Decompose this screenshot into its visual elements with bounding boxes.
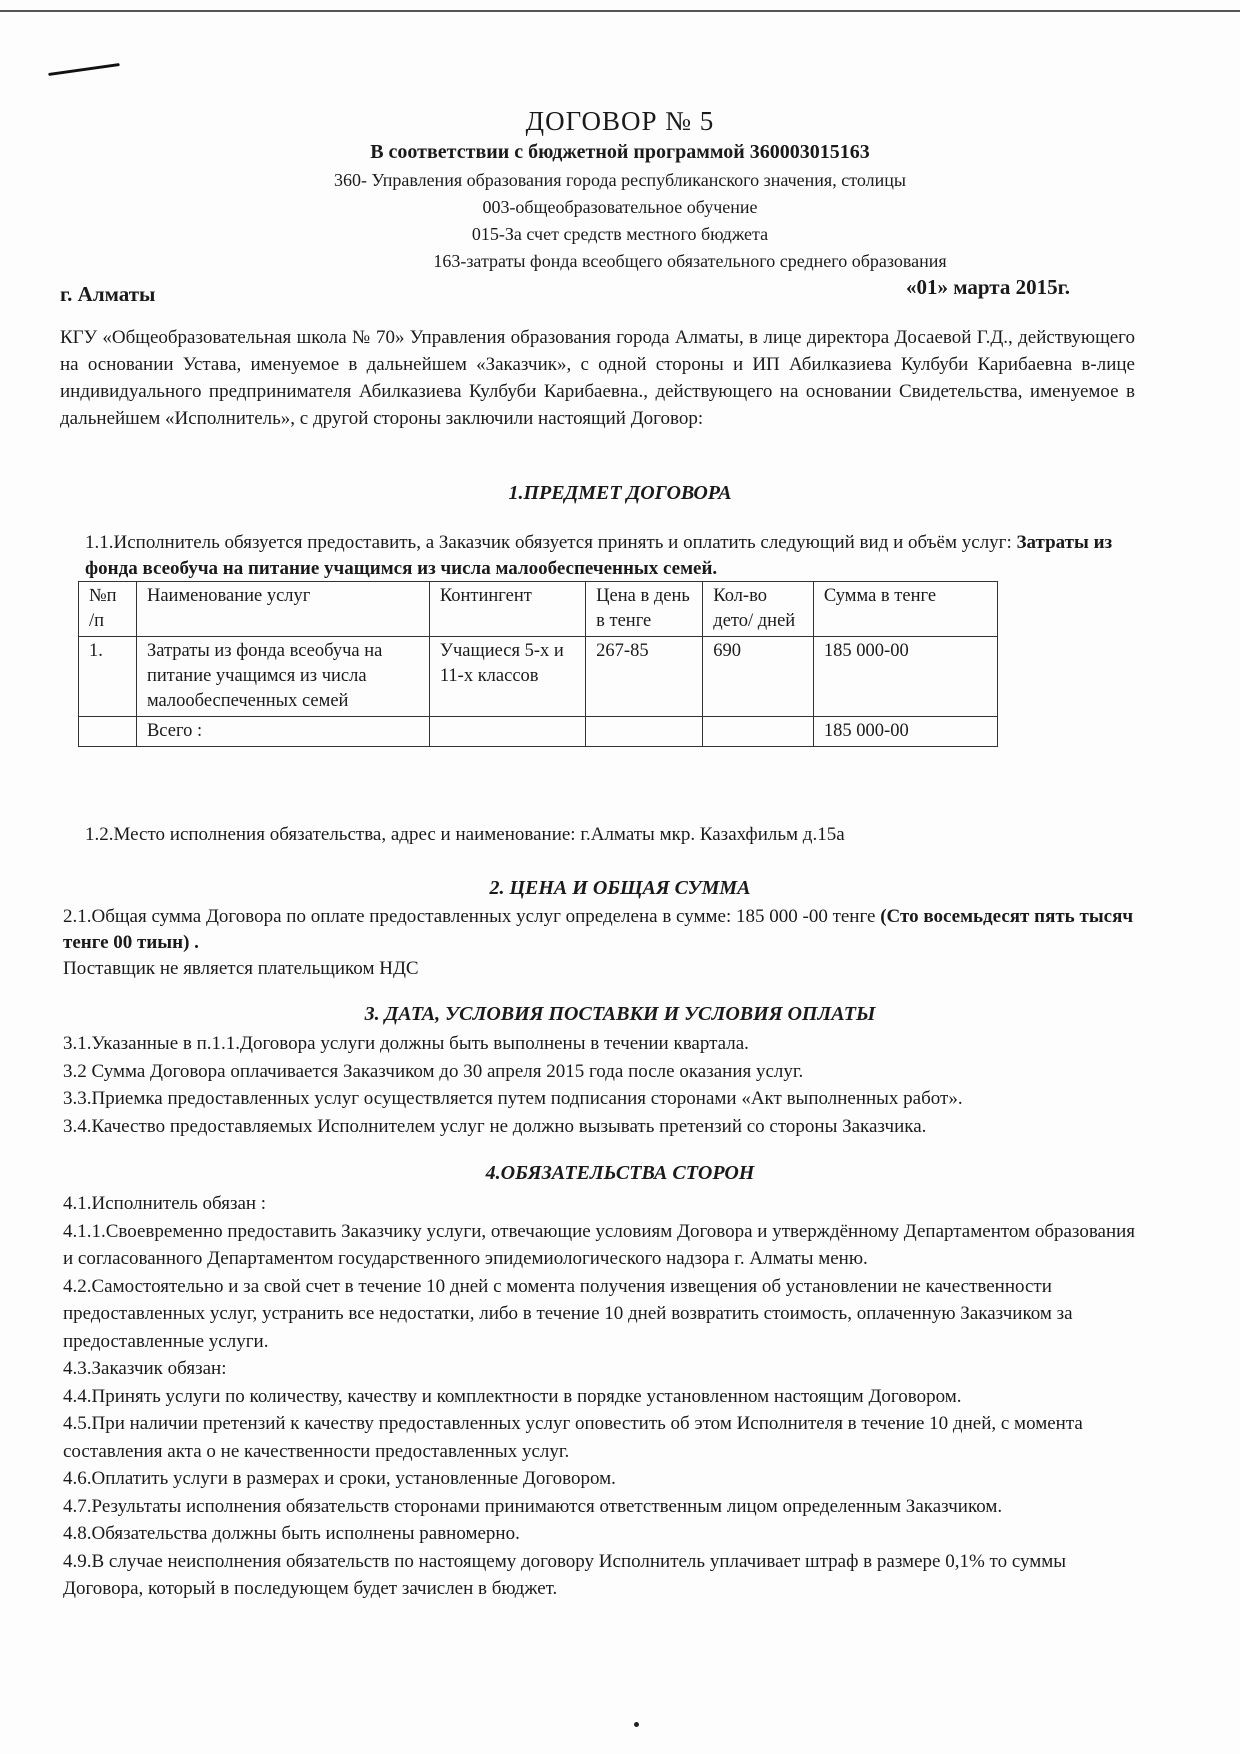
section-2-heading: 2. ЦЕНА И ОБЩАЯ СУММА (489, 877, 751, 899)
clause-2-1-text: 2.1.Общая сумма Договора по оплате предоставленных услуг определена в сумме: 185 000 -00 тенге (63, 906, 881, 927)
list-item: 3.3.Приемка предоставленных услуг осуществляется путем подписания сторонами «Акт выполненных работ». (63, 1088, 963, 1109)
table-cell: 267-85 (586, 637, 703, 717)
program-line: 015-За счет средств местного бюджета (471, 224, 769, 244)
list-item: 4.5.При наличии претензий к качеству предоставленных услуг оповестить об этом Исполнителя в течение 10 дней, с момента составления акта о не качественности предоставленных услуг. (63, 1413, 1083, 1462)
contract-subtitle: В соответствии с бюджетной программой 360003015163 (370, 141, 870, 163)
section-4-heading: 4.ОБЯЗАТЕЛЬСТВА СТОРОН (485, 1162, 755, 1184)
pen-mark (48, 63, 120, 76)
table-header-cell: №п /п (79, 582, 137, 637)
clause-1-1-bold: Затраты из фонда всеобуча на питание учащимся из числа малообеспеченных семей. (85, 532, 1113, 579)
table-cell (703, 717, 814, 747)
list-item: 3.4.Качество предоставляемых Исполнителем услуг не должно вызывать претензий со стороны Заказчика. (63, 1115, 927, 1137)
list-item: 4.2.Самостоятельно и за свой счет в течение 10 дней с момента получения извещения об установлении не качественности предоставленных услуг, устранить все недостатки, либо в течение 10 дней возвратить стоимость, оплаченную Заказчиком за предоставленные услуги. (63, 1275, 1073, 1352)
clause-1-2: 1.2.Место исполнения обязательства, адрес и наименование: г.Алматы мкр. Казахфильм д.15а (85, 824, 845, 845)
list-item: 3.2 Сумма Договора оплачивается Заказчиком до 30 апреля 2015 года после оказания услуг. (63, 1060, 804, 1082)
table-cell: 185 000-00 (813, 637, 997, 717)
intro-paragraph: КГУ «Общеобразовательная школа № 70» Управления образования города Алматы, в лице директора Досаевой Г.Д., действующего на основании Устава, именуемое в дальнейшем «Заказчик», с одной стороны и ИП Абилказиева Кулбуби Карибаевна в-лице индивидуального предпринимателя Абилказиева Кулбуби Карибаевна., действующего на основании Свидетельства, именуемое в дальнейшем «Исполнитель», с другой стороны заключили настоящий Договор: (60, 327, 1135, 429)
list-item: 4.8.Обязательства должны быть исполнены равномерно. (63, 1523, 520, 1544)
program-line: 163-затраты фонда всеобщего обязательного среднего образования (433, 251, 947, 271)
scan-edge-line (0, 10, 1240, 12)
table-header-row (79, 582, 998, 637)
section-3-heading: 3. ДАТА, УСЛОВИЯ ПОСТАВКИ И УСЛОВИЯ ОПЛАТЫ (364, 1003, 876, 1025)
nds-note: Поставщик не является плательщиком НДС (63, 958, 419, 979)
table-header-cell: Сумма в тенге (813, 582, 997, 637)
table-cell: Затраты из фонда всеобуча на питание учащимся из числа малообеспеченных семей (136, 637, 429, 717)
page-dot-mark (634, 1722, 639, 1727)
table-cell (79, 717, 137, 747)
clause-1-1 (85, 530, 1135, 582)
table-header-cell: Кол-во дето/ дней (703, 582, 814, 637)
list-item: 4.1.Исполнитель обязан : (63, 1193, 267, 1214)
table-cell: 1. (79, 637, 137, 717)
table-header-cell: Контингент (429, 582, 585, 637)
list-item: 4.3.Заказчик обязан: (63, 1358, 227, 1379)
program-line: 360- Управления образования города республиканского значения, столицы (334, 170, 906, 190)
list-item: 4.6.Оплатить услуги в размерах и сроки, установленные Договором. (63, 1468, 616, 1489)
section-1-heading: 1.ПРЕДМЕТ ДОГОВОРА (508, 482, 732, 504)
list-item: 4.1.1.Своевременно предоставить Заказчику услуги, отвечающие условиям Договора и утверждённому Департаментом образования и согласованного Департаментом государственного эпидемиологического надзора г. Алматы меню. (63, 1220, 1136, 1269)
contract-title: ДОГОВОР № 5 (525, 106, 715, 136)
table-cell (429, 717, 585, 747)
section-3-list (63, 1030, 1153, 1140)
contract-city: г. Алматы (60, 282, 156, 306)
list-item: 3.1.Указанные в п.1.1.Договора услуги должны быть выполнены в течении квартала. (63, 1033, 749, 1054)
table-header-cell: Наименование услуг (136, 582, 429, 637)
clause-2-1 (63, 904, 1138, 956)
clause-2-1-bold: (Сто восемьдесят пять тысяч тенге 00 тиын) . (63, 906, 1134, 953)
table-header-cell: Цена в день в тенге (586, 582, 703, 637)
clause-1-1-text: 1.1.Исполнитель обязуется предоставить, а Заказчик обязуется принять и оплатить следующий вид и объём услуг: (85, 532, 1017, 553)
list-item: 4.7.Результаты исполнения обязательств сторонами принимаются ответственным лицом определенным Заказчиком. (63, 1495, 1003, 1517)
table-cell (586, 717, 703, 747)
table-total-value: 185 000-00 (813, 717, 997, 747)
table-cell: 690 (703, 637, 814, 717)
services-table (78, 581, 998, 747)
section-4-list (63, 1190, 1138, 1603)
program-line: 003-общеобразовательное обучение (482, 197, 758, 217)
table-row (79, 637, 998, 717)
contract-date: «01» марта 2015г. (905, 275, 1070, 299)
table-cell: Учащиеся 5-х и 11-х классов (429, 637, 585, 717)
table-total-row (79, 717, 998, 747)
table-total-label: Всего : (136, 717, 429, 747)
list-item: 4.9.В случае неисполнения обязательств по настоящему договору Исполнитель уплачивает штраф в размере 0,1% то суммы Договора, который в последующем будет зачислен в бюджет. (63, 1550, 1067, 1599)
list-item: 4.4.Принять услуги по количеству, качеству и комплектности в порядке установленном настоящим Договором. (63, 1385, 962, 1407)
